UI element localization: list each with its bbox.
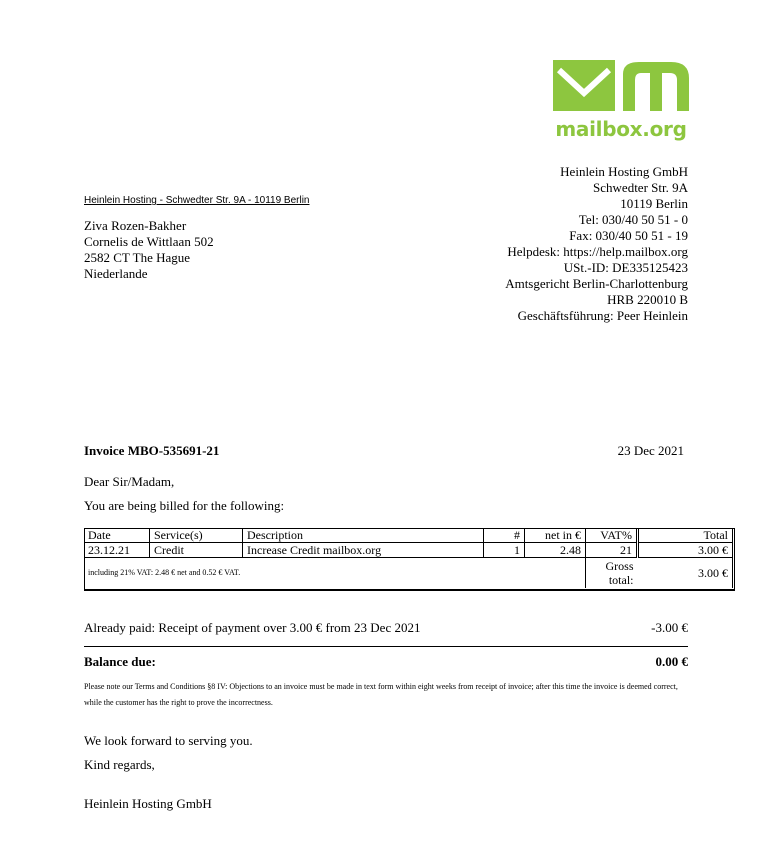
gross-total-label: Gross total: bbox=[586, 558, 638, 589]
cell-service: Credit bbox=[150, 543, 243, 558]
sender-address bbox=[505, 164, 688, 324]
invoice-date: 23 Dec 2021 bbox=[617, 443, 684, 458]
recipient-line: 2582 CT The Hague bbox=[84, 250, 191, 265]
table-header-row bbox=[84, 528, 734, 543]
return-address: Heinlein Hosting - Schwedter Str. 9A - 10119 Berlin bbox=[84, 195, 310, 206]
sender-line: HRB 220010 B bbox=[607, 292, 688, 307]
balance-due-value: 0.00 € bbox=[655, 654, 688, 669]
vat-note: including 21% VAT: 2.48 € net and 0.52 € VAT. bbox=[84, 558, 586, 589]
header-vat: VAT% bbox=[586, 528, 638, 543]
cell-vat: 21 bbox=[586, 543, 638, 558]
logo-text: mailbox.org bbox=[555, 117, 687, 141]
cell-total: 3.00 € bbox=[638, 543, 734, 558]
separator-line bbox=[84, 646, 688, 647]
header-service: Service(s) bbox=[150, 528, 243, 543]
table-summary-row bbox=[84, 558, 734, 589]
sender-line: Schwedter Str. 9A bbox=[593, 180, 688, 195]
cell-description: Increase Credit mailbox.org bbox=[243, 543, 484, 558]
recipient-line: Ziva Rozen-Bakher bbox=[84, 218, 187, 233]
cell-net: 2.48 bbox=[525, 543, 586, 558]
gross-total-value: 3.00 € bbox=[638, 558, 734, 589]
header-description: Description bbox=[243, 528, 484, 543]
already-paid-label: Already paid: Receipt of payment over 3.00 € from 23 Dec 2021 bbox=[84, 620, 421, 635]
closing-regards: Kind regards, bbox=[84, 757, 155, 772]
signature: Heinlein Hosting GmbH bbox=[84, 796, 212, 811]
invoice-title: Invoice MBO-535691-21 bbox=[84, 443, 220, 458]
sender-line: Fax: 030/40 50 51 - 19 bbox=[569, 228, 688, 243]
recipient-line: Cornelis de Wittlaan 502 bbox=[84, 234, 214, 249]
sender-line: Amtsgericht Berlin-Charlottenburg bbox=[505, 276, 688, 291]
invoice-items-table bbox=[84, 528, 735, 588]
already-paid-value: -3.00 € bbox=[651, 620, 688, 635]
intro-text: You are being billed for the following: bbox=[84, 498, 285, 513]
closing-line: We look forward to serving you. bbox=[84, 733, 253, 748]
mailbox-logo bbox=[553, 60, 689, 146]
header-quantity: # bbox=[484, 528, 525, 543]
table-row bbox=[84, 543, 734, 558]
sender-line: 10119 Berlin bbox=[620, 196, 688, 211]
sender-line: USt.-ID: DE335125423 bbox=[563, 260, 688, 275]
sender-line: Helpdesk: https://help.mailbox.org bbox=[507, 244, 688, 259]
header-date: Date bbox=[84, 528, 150, 543]
mailbox-envelope-m-logo-icon bbox=[553, 60, 689, 114]
header-net: net in € bbox=[525, 528, 586, 543]
cell-quantity: 1 bbox=[484, 543, 525, 558]
greeting: Dear Sir/Madam, bbox=[84, 474, 175, 489]
recipient-address bbox=[84, 218, 214, 282]
sender-line: Tel: 030/40 50 51 - 0 bbox=[578, 212, 688, 227]
terms-note: Please note our Terms and Conditions §8 IV: Objections to an invoice must be made in text form within eight weeks from receipt of invoice; after this time the invoice is deemed correct, while the customer has the right to prove the incorrectness. bbox=[84, 682, 678, 707]
recipient-line: Niederlande bbox=[84, 266, 148, 281]
header-total: Total bbox=[638, 528, 734, 543]
sender-line: Heinlein Hosting GmbH bbox=[560, 164, 688, 179]
sender-line: Geschäftsführung: Peer Heinlein bbox=[517, 308, 688, 323]
cell-date: 23.12.21 bbox=[84, 543, 150, 558]
balance-due-label: Balance due: bbox=[84, 654, 156, 669]
